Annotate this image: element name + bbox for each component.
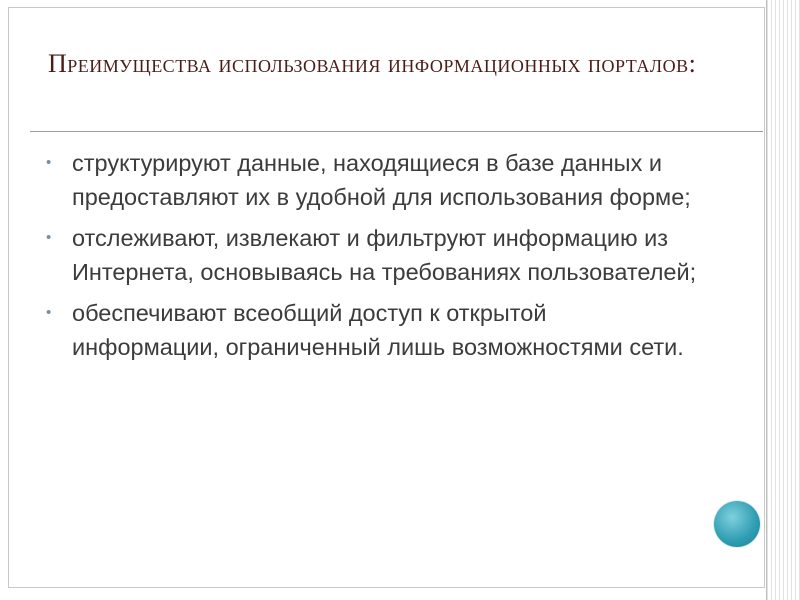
bullet-text: обеспечивают всеобщий доступ к открытой информации, ограниченный лишь возможностями сети. (72, 300, 684, 360)
slide-title: Преимущества использования информационных порталов: (48, 49, 697, 78)
bullet-item (40, 221, 700, 289)
bullet-icon: • (46, 154, 52, 171)
bullet-list (40, 146, 700, 371)
bullet-text: отслеживают, извлекают и фильтруют информацию из Интернета, основываясь на требованиях пользователей; (72, 225, 697, 285)
bullet-item (40, 146, 700, 214)
bullet-icon: • (46, 304, 52, 321)
bullet-item (40, 296, 700, 364)
bullet-icon: • (46, 229, 52, 246)
bullet-text: структурируют данные, находящиеся в базе данных и предоставляют их в удобной для использования форме; (72, 150, 691, 210)
decorative-circle-icon (714, 501, 760, 547)
title-divider (30, 131, 763, 132)
decorative-stripe-bar (766, 0, 800, 600)
